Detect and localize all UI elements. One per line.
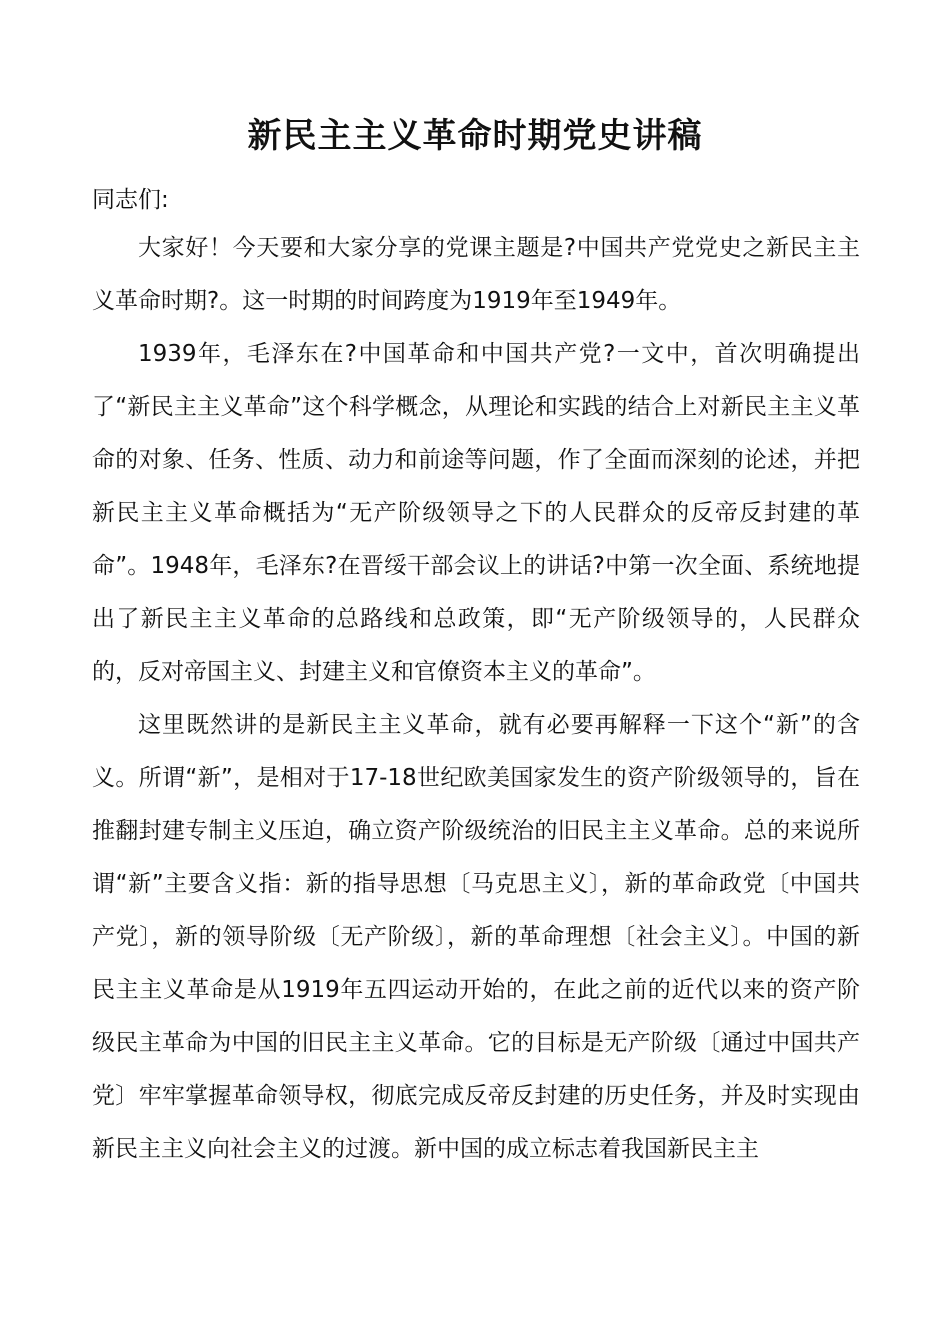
paragraph-concept: 1939年，毛泽东在?中国革命和中国共产党?一文中，首次明确提出了“新民主主义革命”这个科学概念，从理论和实践的结合上对新民主主义革命的对象、任务、性质、动力和前途等问题，作了全面而深刻的论述，并把新民主主义革命概括为“无产阶级领导之下的人民群众的反帝反封建的革命”。1948年，毛泽东?在晋绥干部会议上的讲话?中第一次全面、系统地提出了新民主主义革命的总路线和总政策，即“无产阶级领导的，人民群众的，反对帝国主义、封建主义和官僚资本主义的革命”。 xyxy=(92,341,860,685)
document-body xyxy=(92,178,860,1176)
document-title: 新民主主义革命时期党史讲稿 xyxy=(247,116,703,156)
salutation: 同志们: xyxy=(92,187,169,213)
paragraph-meaning-of-new: 这里既然讲的是新民主主义革命，就有必要再解释一下这个“新”的含义。所谓“新”，是相对于17-18世纪欧美国家发生的资产阶级领导的，旨在推翻封建专制主义压迫，确立资产阶级统治的旧民主主义革命。总的来说所谓“新”主要含义指：新的指导思想〔马克思主义〕，新的革命政党〔中国共产党〕，新的领导阶级〔无产阶级〕，新的革命理想〔社会主义〕。中国的新民主主义革命是从1919年五四运动开始的，在此之前的近代以来的资产阶级民主革命为中国的旧民主主义革命。它的目标是无产阶级〔通过中国共产党〕牢牢掌握革命领导权，彻底完成反帝反封建的历史任务，并及时实现由新民主主义向社会主义的过渡。新中国的成立标志着我国新民主主 xyxy=(92,712,860,1162)
paragraph-intro: 大家好！今天要和大家分享的党课主题是?中国共产党党史之新民主主义革命时期?。这一时期的时间跨度为1919年至1949年。 xyxy=(92,235,860,314)
